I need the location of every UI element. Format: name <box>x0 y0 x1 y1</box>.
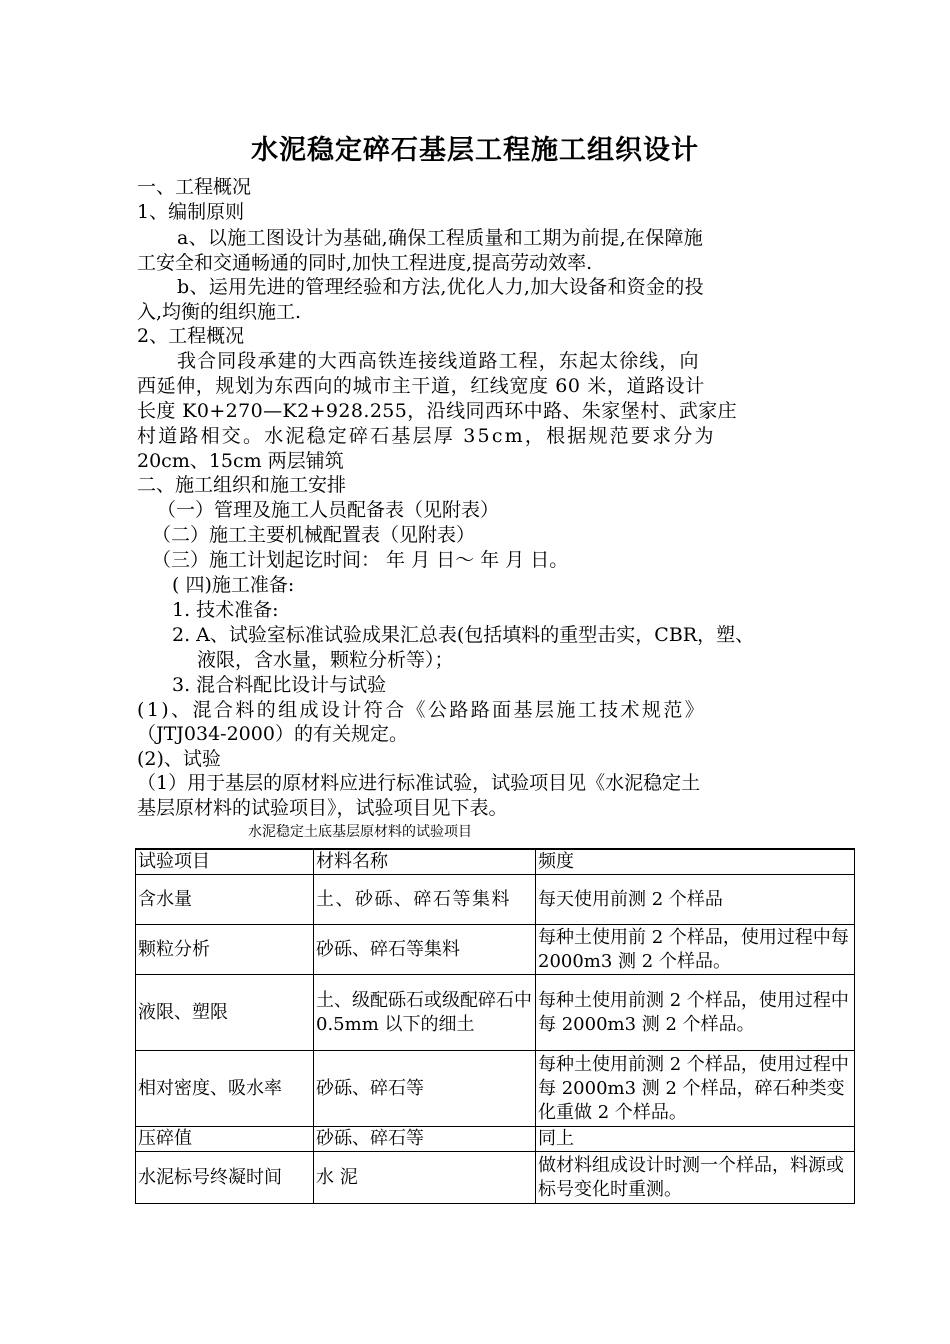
table-cell: 土、砂砾、碎石等集料 <box>314 875 536 925</box>
table-cell: 每种土使用前测 2 个样品，使用过程中每 2000m3 测 2 个样品。 <box>536 975 855 1051</box>
table-cell: 做材料组成设计时测一个样品，料源或标号变化时重测。 <box>536 1152 855 1204</box>
section-heading-organization: 二、施工组织和施工安排 <box>137 474 347 496</box>
table-cell: 土、级配砾石或级配碎石中 0.5mm 以下的细土 <box>314 975 536 1051</box>
paragraph-line: b、运用先进的管理经验和方法,优化人力,加大设备和资金的投 <box>177 276 704 298</box>
paragraph-line: (1)、混合料的组成设计符合《公路路面基层施工技术规范》 <box>137 699 707 721</box>
table-cell: 砂砾、碎石等 <box>314 1051 536 1127</box>
paragraph-line: 20cm、15cm 两层铺筑 <box>137 450 344 472</box>
paragraph-line: 基层原材料的试验项目》，试验项目见下表。 <box>137 797 508 819</box>
list-item: ( 四)施工准备: <box>172 574 295 596</box>
paragraph-line: 西延伸，规划为东西向的城市主干道，红线宽度 60 米，道路设计 <box>137 375 705 397</box>
subheading-principles: 1、编制原则 <box>137 201 245 223</box>
table-cell: 水 泥 <box>314 1152 536 1204</box>
table-header-row <box>136 849 855 875</box>
subheading-project-overview: 2、工程概况 <box>137 325 245 347</box>
table-cell: 每天使用前测 2 个样品 <box>536 875 855 925</box>
paragraph-line: 长度 K0+270—K2+928.255，沿线同西环中路、朱家堡村、武家庄 <box>137 400 738 422</box>
document-title: 水泥稳定碎石基层工程施工组织设计 <box>251 135 699 166</box>
table-row <box>136 1152 855 1204</box>
table-cell: 液限、塑限 <box>136 975 314 1051</box>
table-row <box>136 975 855 1051</box>
table-row <box>136 1127 855 1152</box>
paragraph-line: (2)、试验 <box>137 748 221 770</box>
table-cell: 砂砾、碎石等集料 <box>314 925 536 975</box>
table-cell: 压碎值 <box>136 1127 314 1152</box>
table-cell: 同上 <box>536 1127 855 1152</box>
paragraph-line: 我合同段承建的大西高铁连接线道路工程，东起太徐线，向 <box>177 350 700 372</box>
paragraph-line: 入,均衡的组织施工. <box>137 301 302 323</box>
paragraph-line: 工安全和交通畅通的同时,加快工程进度,提高劳动效率. <box>137 252 593 274</box>
list-item: （二）施工主要机械配置表（见附表） <box>152 524 476 546</box>
list-item: 1. 技术准备: <box>172 599 279 621</box>
list-item: 2. A、试验室标准试验成果汇总表(包括填料的重型击实，CBR，塑、 <box>172 624 755 646</box>
list-item: 3. 混合料配比设计与试验 <box>172 674 387 696</box>
table-header-cell: 频度 <box>536 849 855 875</box>
table-cell: 每种土使用前 2 个样品，使用过程中每 2000m3 测 2 个样品。 <box>536 925 855 975</box>
paragraph-line: a、以施工图设计为基础,确保工程质量和工期为前提,在保障施 <box>177 227 704 249</box>
table-cell: 每种土使用前测 2 个样品，使用过程中每 2000m3 测 2 个样品，碎石种类变化重做 2 个样品。 <box>536 1051 855 1127</box>
table-cell: 颗粒分析 <box>136 925 314 975</box>
table-cell: 水泥标号终凝时间 <box>136 1152 314 1204</box>
list-item: （一）管理及施工人员配备表（见附表） <box>157 499 500 521</box>
table-row <box>136 1051 855 1127</box>
table-row <box>136 925 855 975</box>
table-cell: 相对密度、吸水率 <box>136 1051 314 1127</box>
list-item: （三）施工计划起讫时间： 年 月 日～ 年 月 日。 <box>152 549 569 571</box>
test-items-table <box>135 848 855 1204</box>
table-header-cell: 试验项目 <box>136 849 314 875</box>
paragraph-line: 村道路相交。水泥稳定碎石基层厚 35cm，根据规范要求分为 <box>137 425 716 447</box>
list-item: 液限，含水量，颗粒分析等）； <box>197 649 454 671</box>
table-cell: 砂砾、碎石等 <box>314 1127 536 1152</box>
table-cell: 含水量 <box>136 875 314 925</box>
paragraph-line: （1）用于基层的原材料应进行标准试验，试验项目见《水泥稳定土 <box>137 772 701 794</box>
table-header-cell: 材料名称 <box>314 849 536 875</box>
table-row <box>136 875 855 925</box>
paragraph-line: （JTJ034-2000）的有关规定。 <box>137 723 408 745</box>
table-caption: 水泥稳定土底基层原材料的试验项目 <box>248 824 472 840</box>
section-heading-overview: 一、工程概况 <box>137 176 252 198</box>
